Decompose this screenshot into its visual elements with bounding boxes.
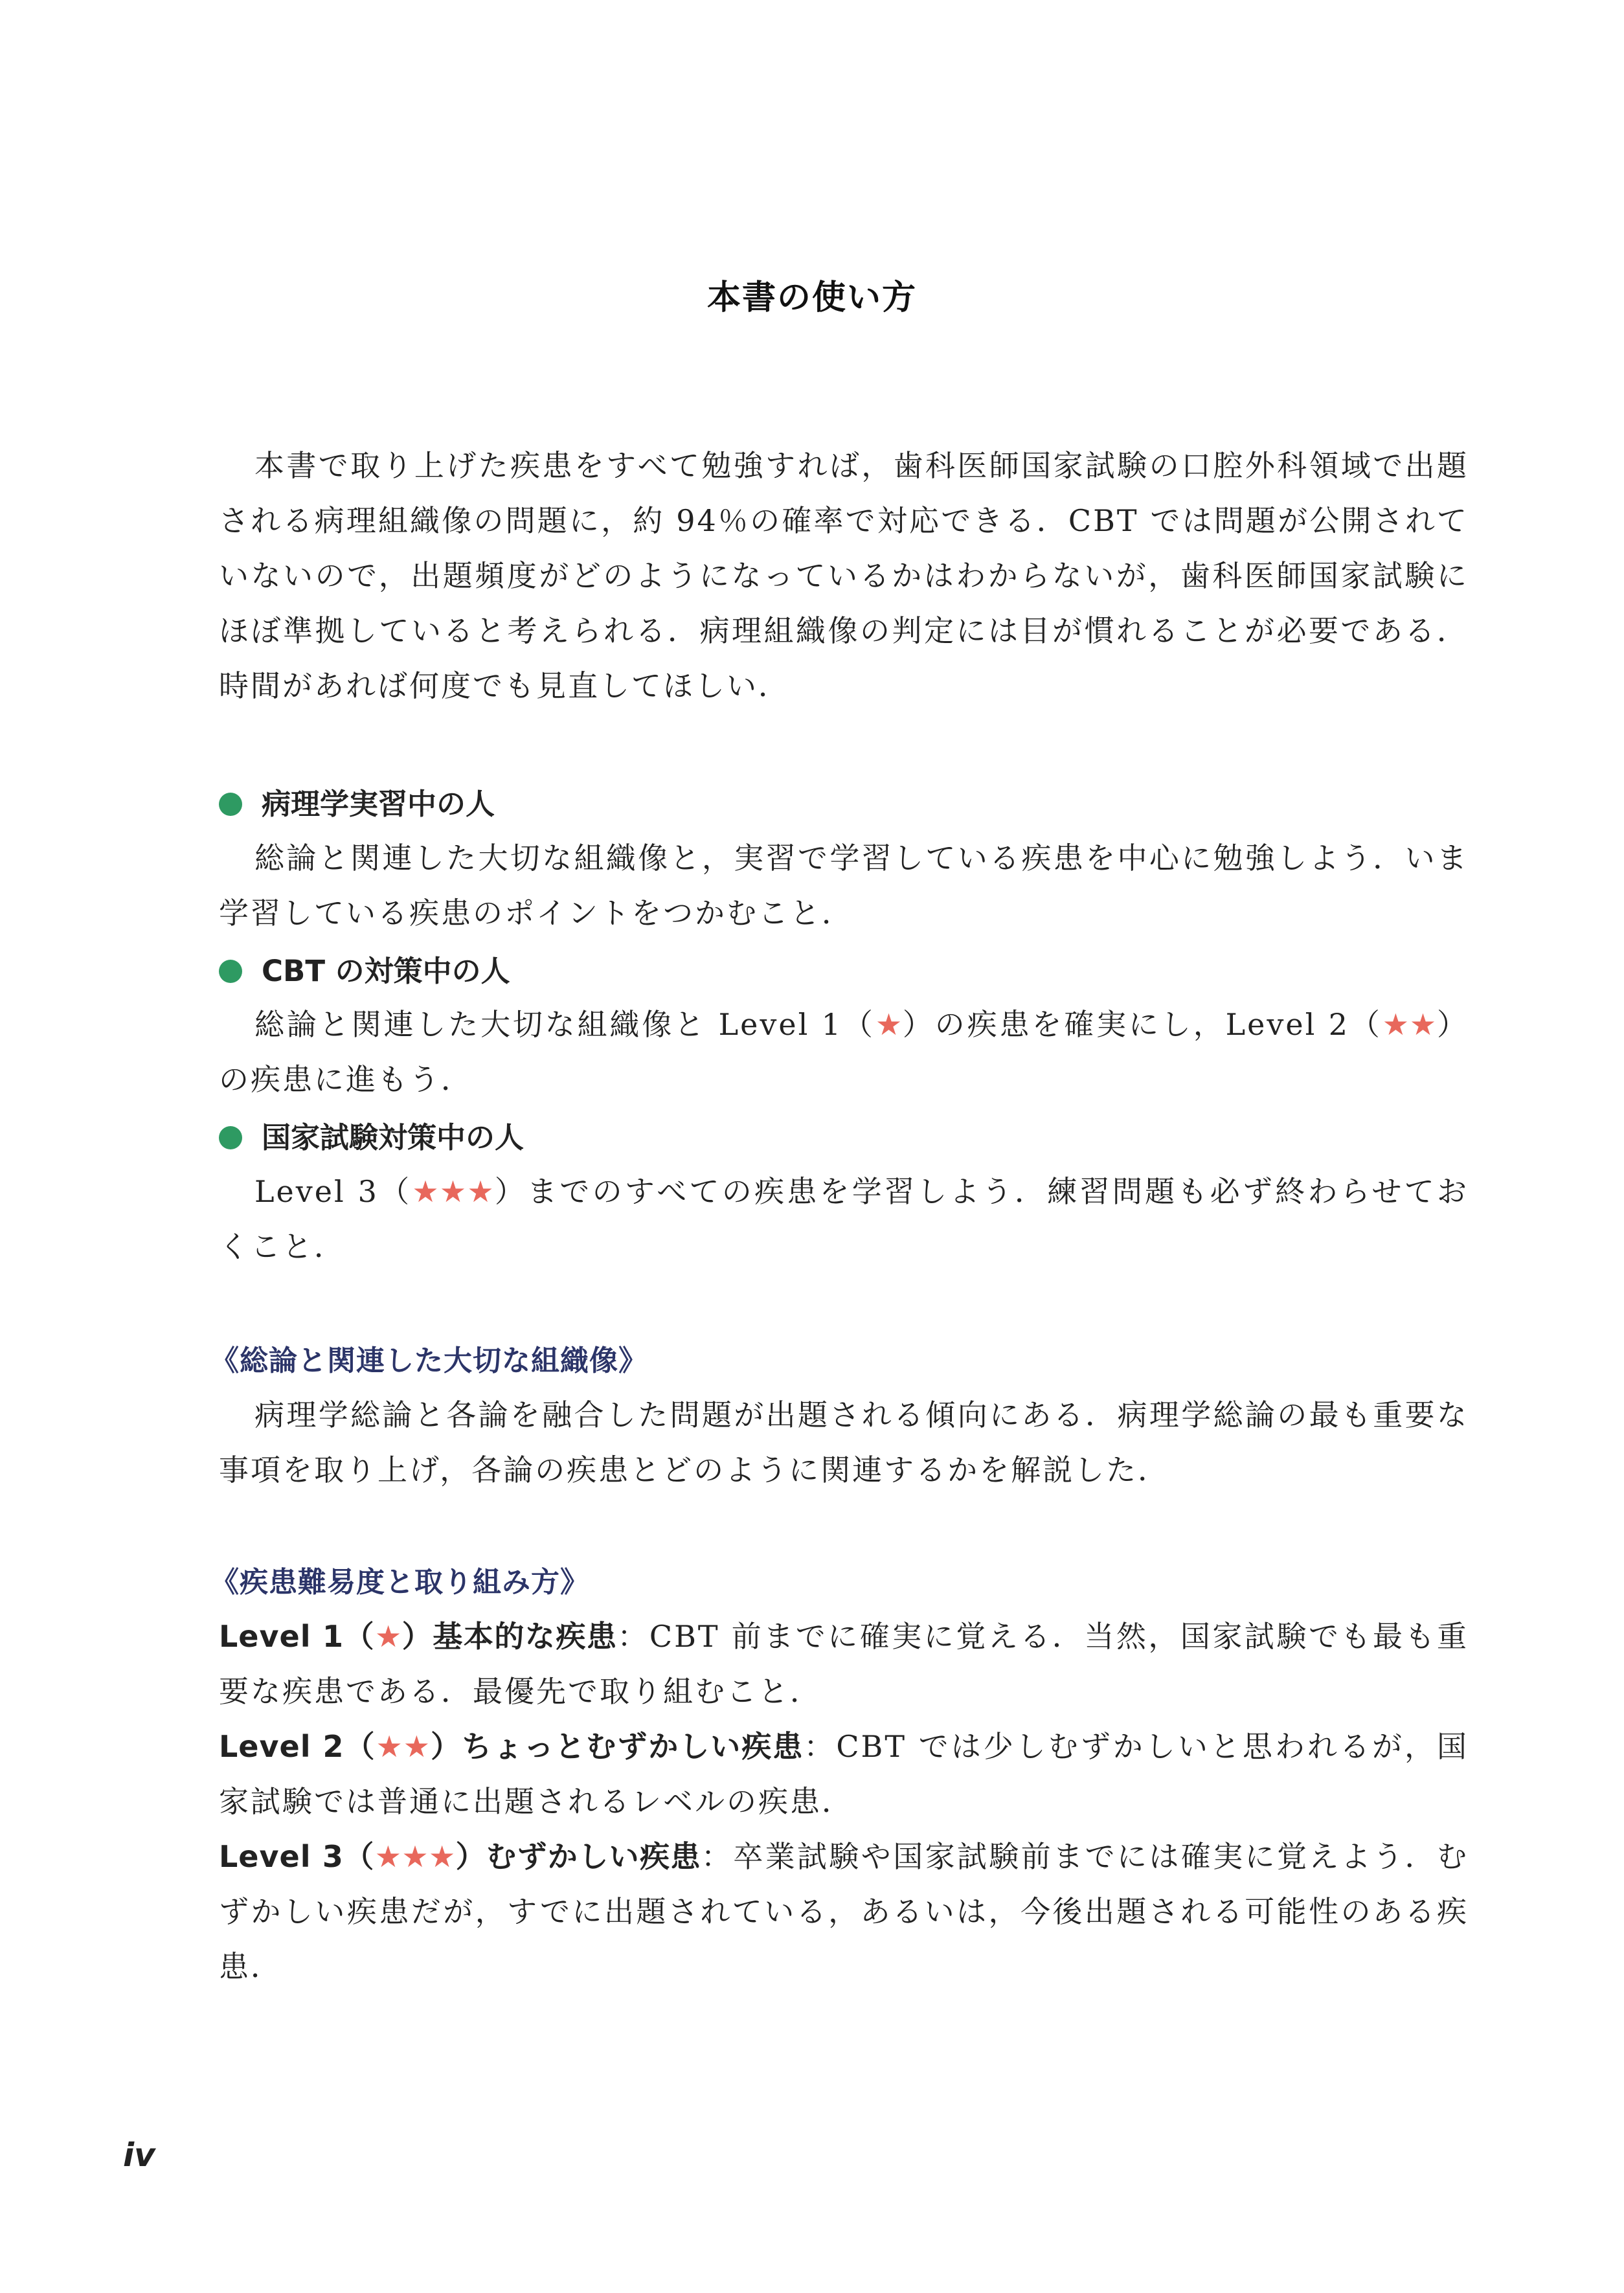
star-icon: ★ [875,1007,903,1042]
level-label [219,1839,701,1874]
level-text: ：CBT では少しむずかしいと思われるが，国家試験では普通に出題されるレベルの疾患． [219,1729,1469,1819]
section-heading-levels: 《疾患難易度と取り組み方》 [210,1566,589,1599]
bullet-dot-icon [219,960,242,983]
level-label-prefix: Level 2（ [219,1729,376,1764]
level-item-3 [219,1829,1469,1994]
audience-text-part: 総論と関連した大切な組織像と Level 1（ [254,1007,875,1042]
audience-heading-label: 病理学実習中の人 [262,787,495,821]
level-item-1 [219,1609,1469,1719]
audience-text-national-exam [219,1164,1469,1274]
level-text: ：CBT 前までに確実に覚える．当然，国家試験でも最も重要な疾患である．最優先で取り組むこと． [219,1619,1469,1709]
level-label [219,1729,804,1764]
level-item-2 [219,1719,1469,1829]
bullet-dot-icon [219,1126,242,1149]
audience-text-part: ）までのすべての疾患を学習しよう．練習問題も必ず終わらせておくこと． [219,1174,1469,1264]
audience-text-cbt [219,997,1469,1107]
audience-heading-cbt [219,949,510,994]
audience-text-part: ）の疾患を確実にし，Level 2（ [902,1007,1382,1042]
section-text-related: 病理学総論と各論を融合した問題が出題される傾向にある．病理学総論の最も重要な事項を取り上げ，各論の疾患とどのように関連するかを解説した． [219,1397,1469,1487]
page-title: 本書の使い方 [706,278,917,317]
page-number: iv [123,2136,155,2174]
level-label-prefix: Level 1（ [219,1619,376,1654]
star-icon: ★★ [1382,1007,1437,1042]
intro-paragraph: 本書で取り上げた疾患をすべて勉強すれば，歯科医師国家試験の口腔外科領域で出題される病理組織像の問題に，約 94％の確率で対応できる．CBT では問題が公開されていないので，出題頻度がどのようになっているかはわからないが，歯科医師国家試験にほぼ準拠していると考えられる．病理組織像の判定には目が慣れることが必要である．時間があれば何度でも見直してほしい． [219,448,1469,703]
audience-heading-label: CBT の対策中の人 [262,954,510,988]
star-icon: ★ [375,1619,402,1654]
level-label [219,1619,617,1654]
star-icon: ★★★ [374,1839,456,1874]
bullet-dot-icon [219,793,242,816]
level-text: ：卒業試験や国家試験前までには確実に覚えよう．むずかしい疾患だが，すでに出題されている，あるいは，今後出題される可能性のある疾患． [219,1839,1469,1984]
level-label-prefix: Level 3（ [219,1839,375,1874]
level-label-suffix: ）基本的な疾患 [401,1619,618,1654]
star-icon: ★★★ [412,1174,495,1209]
level-label-suffix: ）むずかしい疾患 [455,1839,701,1874]
audience-heading-label: 国家試験対策中の人 [262,1120,524,1155]
star-icon: ★★ [376,1729,431,1764]
level-label-suffix: ）ちょっとむずかしい疾患 [431,1729,804,1764]
audience-text-part: Level 3（ [254,1174,412,1209]
audience-heading-practical [219,782,495,827]
audience-heading-national-exam [219,1115,524,1160]
audience-text-part: ）の疾患に進もう． [219,1007,1469,1097]
section-heading-related: 《総論と関連した大切な組織像》 [210,1344,648,1377]
audience-text-practical: 総論と関連した大切な組織像と，実習で学習している疾患を中心に勉強しよう．いま学習している疾患のポイントをつかむこと． [219,841,1469,931]
